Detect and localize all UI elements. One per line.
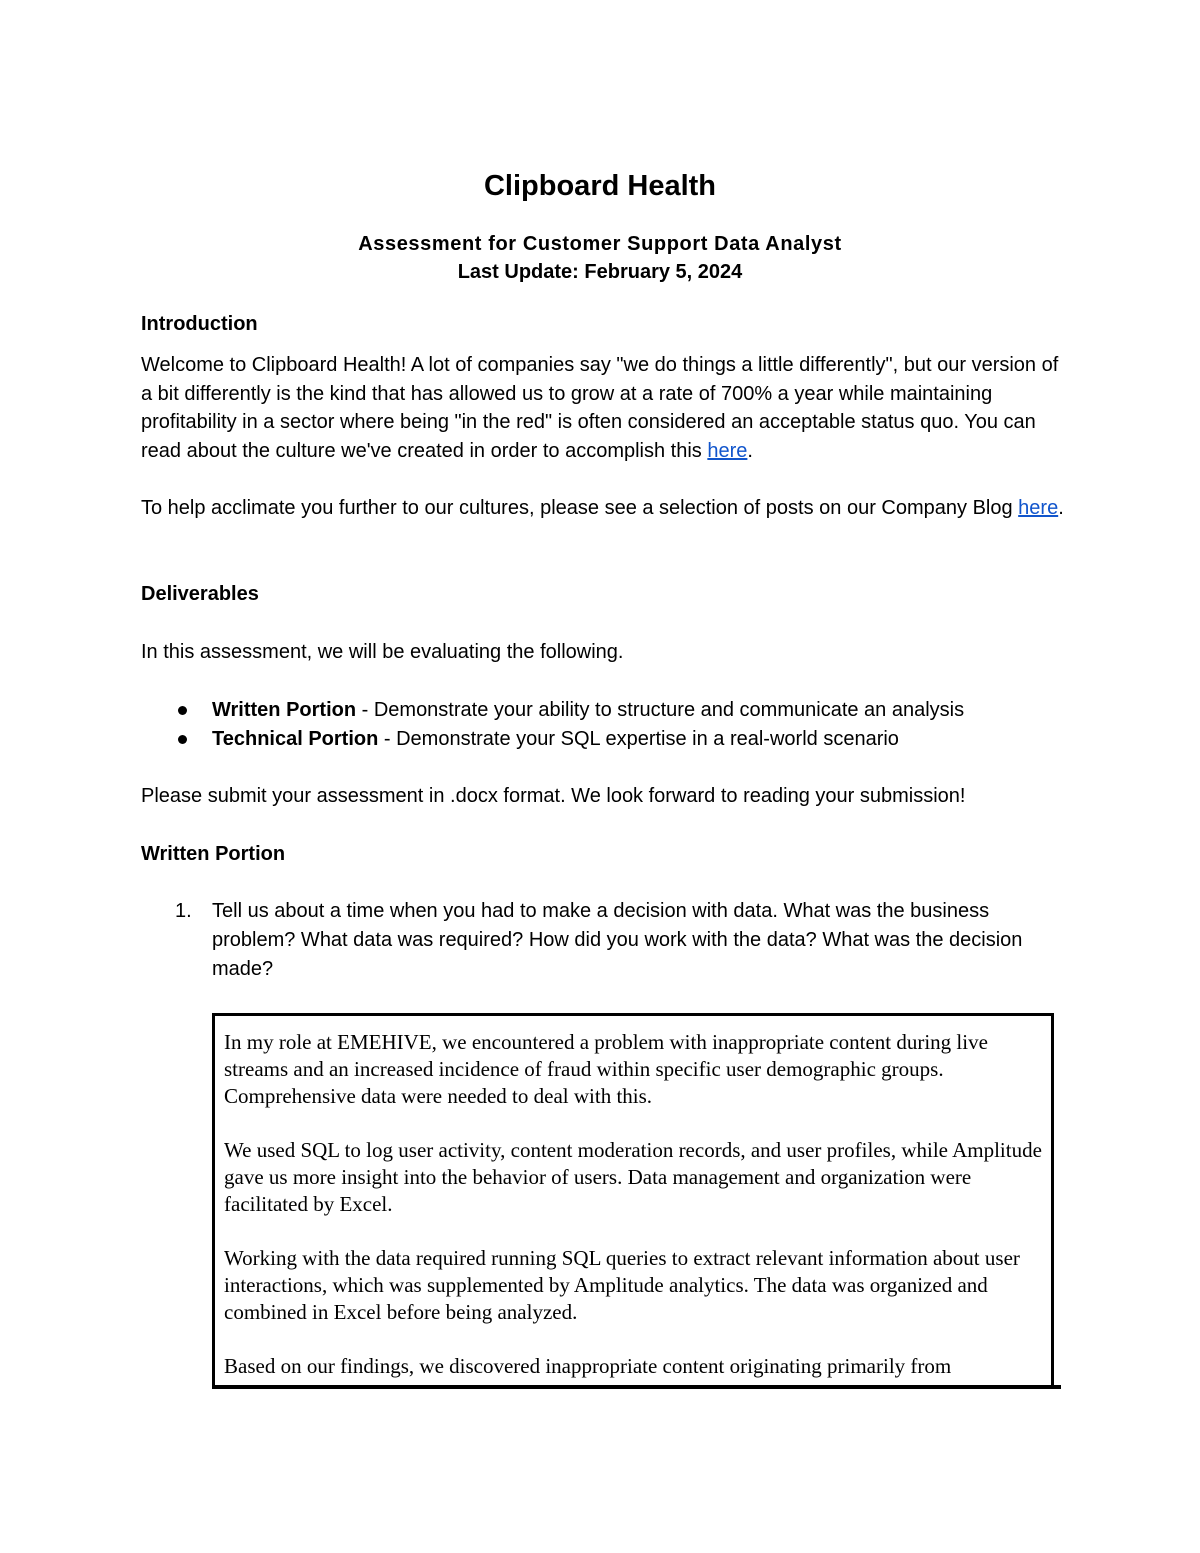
introduction-paragraph-text: Welcome to Clipboard Health! A lot of companies say "we do things a little differently", but our version of a bit differently is the kind that has allowed us to grow at a rate of 700% a year while maintaining profitability in a sector where being "in the red" is often considered an acceptable status quo. You can read about the culture we've created in order to accomplish this [141,354,1059,462]
deliverables-intro: In this assessment, we will be evaluating the following. [141,641,624,663]
answer-box[interactable] [212,1013,1054,1385]
submit-note: Please submit your assessment in .docx format. We look forward to reading your submission! [141,785,966,807]
answer-paragraph: We used SQL to log user activity, content moderation records, and user profiles, while Amplitude gave us more insight into the behavior of users. Data management and organization were facilitated by Excel. [224,1138,1042,1216]
blog-link[interactable]: here [1018,497,1059,519]
deliverable-label: Written Portion [212,699,357,721]
bullet-icon [178,735,187,744]
blog-paragraph [141,494,1071,523]
deliverable-label: Technical Portion [212,727,379,750]
deliverables-list [141,696,1071,753]
question-text: Tell us about a time when you had to make a decision with data. What was the business problem? What data was required? How did you work with the data? What was the decision made? [212,900,1023,980]
question-number: 1. [175,900,192,922]
document-subtitle: Assessment for Customer Support Data Analyst [358,233,842,255]
answer-box-bottom-border [212,1385,1061,1389]
answer-paragraph: In my role at EMEHIVE, we encountered a problem with inappropriate content during live streams and an increased incidence of fraud within specific user demographic groups. Comprehensive data were needed to deal with this. [224,1030,988,1108]
introduction-heading: Introduction [141,313,258,335]
answer-paragraph: Working with the data required running SQL queries to extract relevant information about user interactions, which was supplemented by Amplitude analytics. The data was organized and combined in Excel before being analyzed. [224,1246,1020,1324]
deliverable-description: - Demonstrate your ability to structure and communicate an analysis [356,699,965,721]
period: . [747,439,753,462]
period: . [1058,497,1064,519]
last-update: Last Update: February 5, 2024 [457,261,743,283]
document-title: Clipboard Health [483,170,716,202]
answer-paragraph: Based on our findings, we discovered inappropriate content originating primarily from [224,1354,952,1378]
blog-paragraph-text: To help acclimate you further to our cultures, please see a selection of posts on our Company Blog [141,497,1019,519]
deliverables-heading: Deliverables [141,583,259,605]
bullet-icon [178,706,187,715]
list-item [141,725,1071,754]
culture-link[interactable]: here [707,439,748,462]
list-item [141,696,1071,725]
written-portion-heading: Written Portion [141,843,286,865]
deliverable-description: - Demonstrate your SQL expertise in a real-world scenario [378,727,899,750]
introduction-paragraph [141,351,1071,465]
question-item [141,897,1071,984]
